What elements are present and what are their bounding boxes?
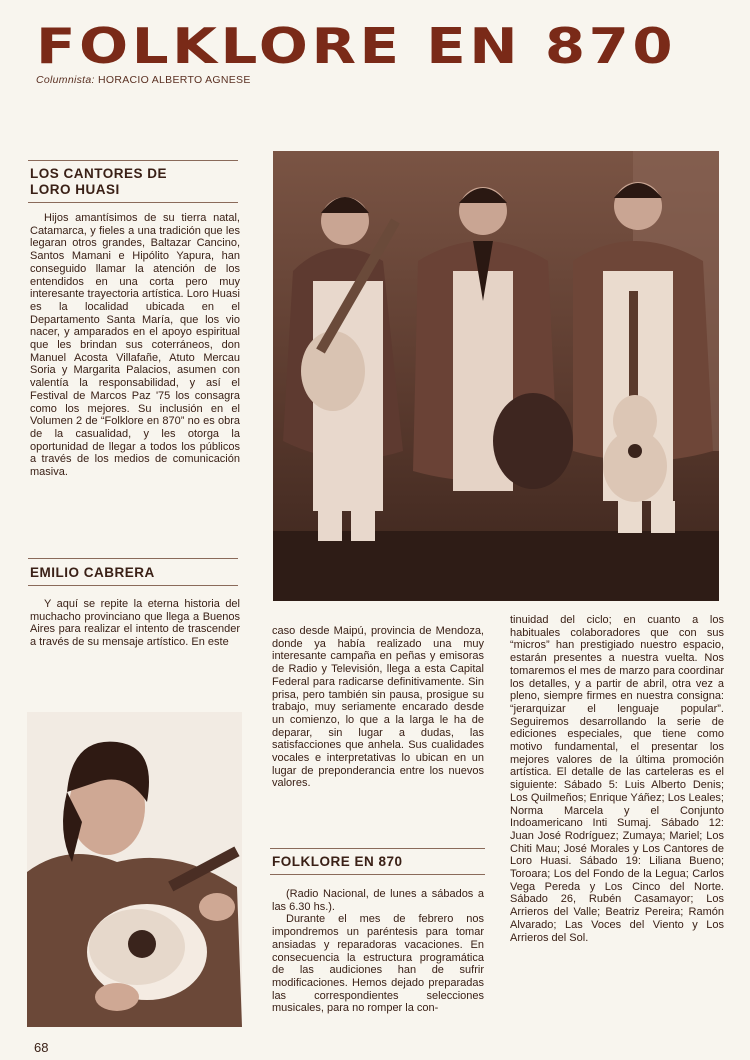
photo-emilio-cabrera: [27, 712, 242, 1027]
article-folklore-en-870-part2: [510, 614, 724, 944]
section-heading-loro-huasi: [30, 166, 167, 198]
article-emilio-cabrera-part1: [30, 598, 240, 649]
page-title: FOLKLORE EN 870: [36, 18, 677, 75]
group-photo-loro-huasi: [273, 151, 719, 601]
paragraph: Hijos amantísimos de su tierra natal, Catamarca, y fieles a una tradición que les legaran otros grandes, Baltazar Cancino, Santos Mamani e Hipólito Yapura, han conseguido llamar la atención de los entendidos en una corta pero muy interesante trayectoria artística. Loro Huasi es la localidad ubicada en el Departamento Santa María, que los vio nacer, y amparados en el apoyo espiritual que les brindan sus coterráneos, don Manuel Acosta Villafañe, Atuto Mercau Soria y Margarita Palacios, asumen con valentía la responsabilidad, y así el Festival de Marcos Paz '75 los consagra como los mejores. Su inclusión en el Volumen 2 de “Folklore en 870” no es obra de la casualidad, y les otorga la oportunidad de llegar a todos los públicos a través de los medios de comunicación masiva.: [30, 212, 240, 479]
paragraph: caso desde Maipú, provincia de Mendoza, donde ya había realizado una muy interesante campaña en peñas y emisoras de Radio y Televisión, llega a esta Capital Federal para radicarse definitivamente. Sin prisa, pero también sin pausa, prosigue su trabajo, muy seriamente encarado desde un comienzo, lo que a la larga le ha de deparar, sin lugar a dudas, las satisfacciones que anhela. Sus cualidades vocales e interpretativas lo ubican en un lugar de preponderancia entre los nuevos valores.: [272, 625, 484, 790]
byline: [36, 74, 251, 86]
heading-line: LOS CANTORES DE: [30, 166, 168, 181]
article-emilio-cabrera-part2: [272, 625, 484, 790]
section-rule: [270, 874, 485, 875]
byline-name: HORACIO ALBERTO AGNESE: [97, 74, 251, 86]
section-rule: [28, 558, 238, 559]
byline-label: Columnista:: [36, 74, 95, 86]
paragraph: Y aquí se repite la eterna historia del muchacho provinciano que llega a Buenos Aires para realizar el intento de trascender a través de su mensaje artístico. En este: [30, 598, 240, 649]
page-number: 68: [34, 1040, 49, 1055]
paragraph: tinuidad del ciclo; en cuanto a los habituales colaboradores que con sus “micros” han prestigiado nuestro espacio, estarán presentes a nuestra vuelta. Nos tomaremos el mes de marzo para coordinar los detalles, y a partir de abril, otra vez a pleno, siempre firmes en nuestra consigna: “jerarquizar el lenguaje popular”. Seguiremos desarrollando la serie de ediciones especiales, que tiene como motivo fundamental, el presentar los mejores valores de la última promoción artística. El detalle de las carteleras es el siguiente: Sábado 5: Luis Alberto Denis; Los Quilmeños; Enrique Yáñez; Los Leales; Norma Marcela y el Conjunto Indoamericano Inti Sumaj. Sábado 12: Juan José Rodríguez; Zumaya; Mariel; Los Chiti Mau; José Morales y Los Cantores de Loro Huasi. Sábado 19: Liliana Bueno; Toroara; Los del Fondo de la Legua; Carlos Vega Pereda y Los Cinco del Norte. Sábado 26, Rubén Casamayor; Los Arrieros del Valle; Beatriz Pereira; Ramón Alvarado; Las Voces del Viento y Los Arrieros del Sol.: [510, 614, 724, 944]
article-folklore-en-870-part1: [272, 888, 484, 1015]
section-rule: [270, 848, 485, 849]
section-rule: [28, 585, 238, 586]
section-heading-emilio-cabrera: EMILIO CABRERA: [30, 565, 155, 580]
schedule-paragraph: (Radio Nacional, de lunes a sábados a las 6.30 hs.).: [272, 888, 484, 913]
paragraph: Durante el mes de febrero nos impondremos un paréntesis para tomar ansiadas y reparadoras vacaciones. En consecuencia la estructura programática de las audiciones han de sufrir modificaciones. Hemos dejado preparadas las correspondientes selecciones musicales, para no romper la con-: [272, 913, 484, 1015]
article-loro-huasi: [30, 212, 240, 479]
section-rule: [28, 160, 238, 161]
section-heading-folklore-en-870: FOLKLORE EN 870: [272, 854, 403, 869]
heading-line: LORO HUASI: [30, 182, 120, 197]
section-rule: [28, 202, 238, 203]
